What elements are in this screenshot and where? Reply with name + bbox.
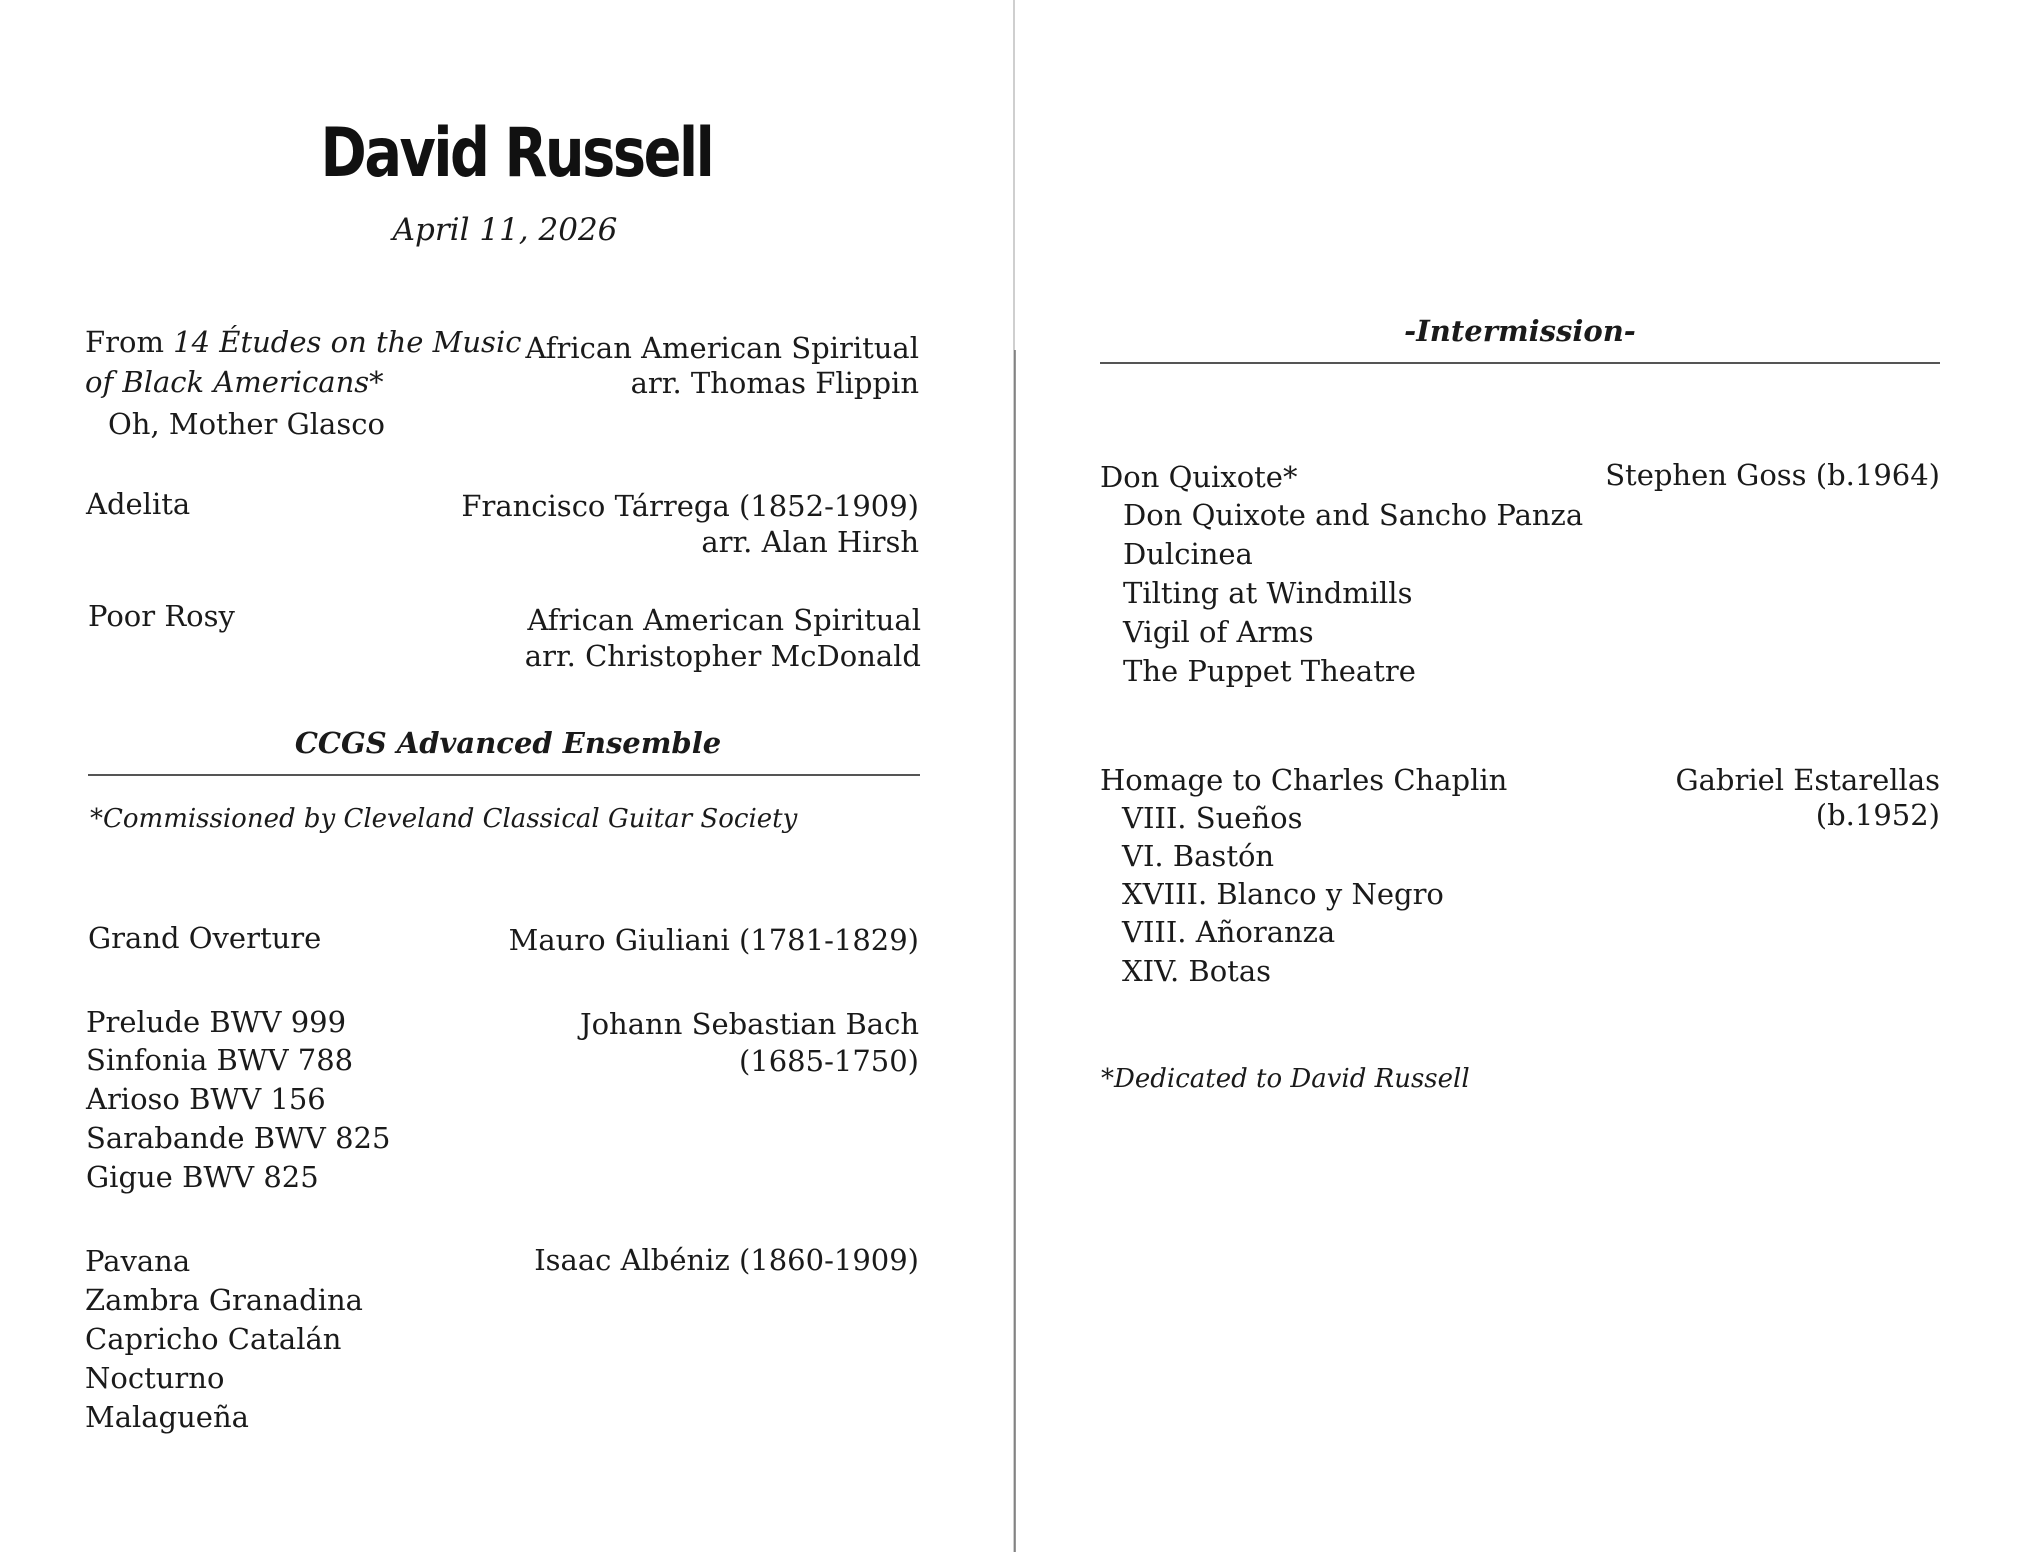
piece-arranger: arr. Christopher McDonald (524, 639, 921, 673)
composer-dates: (1685-1750) (738, 1044, 919, 1078)
piece-title-prefix: From (85, 325, 174, 359)
performer-name: David Russell (320, 114, 713, 193)
piece-composer: Francisco Tárrega (1852-1909) (461, 489, 919, 523)
piece-composer: Gabriel Estarellas (1675, 763, 1940, 797)
piece-movement: Tilting at Windmills (1123, 576, 1413, 610)
piece-movement: Dulcinea (1123, 537, 1253, 571)
piece-title: Pavana (85, 1244, 191, 1278)
commission-note: *Commissioned by Cleveland Classical Guitar Society (90, 804, 798, 834)
piece-composer: Johann Sebastian Bach (579, 1007, 919, 1041)
piece-movement: Oh, Mother Glasco (108, 407, 385, 441)
piece-title: Homage to Charles Chaplin (1100, 763, 1508, 797)
piece-movement: Don Quixote and Sancho Panza (1123, 498, 1584, 532)
piece-title: Malagueña (85, 1400, 249, 1434)
page-fold-shadow (1014, 350, 1016, 1552)
piece-movement: VIII. Sueños (1122, 801, 1303, 835)
piece-composer: Mauro Giuliani (1781-1829) (508, 923, 919, 957)
piece-movement: The Puppet Theatre (1123, 654, 1416, 688)
piece-title-continued: of Black Americans* (85, 365, 384, 399)
piece-movement: Vigil of Arms (1123, 615, 1314, 649)
piece-title: Sarabande BWV 825 (86, 1121, 391, 1155)
piece-title: Capricho Catalán (85, 1322, 342, 1356)
piece-composer: Stephen Goss (b.1964) (1605, 458, 1940, 492)
concert-date: April 11, 2026 (392, 212, 618, 248)
piece-movement: VIII. Añoranza (1122, 915, 1336, 949)
piece-composer: African American Spiritual (525, 331, 919, 365)
piece-title: Don Quixote* (1100, 460, 1298, 494)
piece-title: Zambra Granadina (85, 1283, 363, 1317)
piece-title: Adelita (86, 487, 191, 521)
piece-title: Sinfonia BWV 788 (86, 1043, 354, 1077)
piece-title: Prelude BWV 999 (86, 1005, 347, 1039)
piece-title: Arioso BWV 156 (86, 1082, 326, 1116)
piece-title: Grand Overture (88, 921, 322, 955)
section-divider (88, 774, 920, 776)
ensemble-heading: CCGS Advanced Ensemble (294, 726, 722, 760)
piece-arranger: arr. Thomas Flippin (630, 366, 919, 400)
composer-dates: (b.1952) (1815, 798, 1940, 832)
dedication-note: *Dedicated to David Russell (1101, 1064, 1470, 1094)
piece-arranger: arr. Alan Hirsh (701, 525, 919, 559)
piece-movement: VI. Bastón (1122, 839, 1275, 873)
piece-composer: African American Spiritual (527, 603, 921, 637)
piece-title (85, 325, 522, 359)
piece-composer: Isaac Albéniz (1860-1909) (534, 1243, 919, 1277)
section-divider (1100, 362, 1940, 364)
intermission-heading: -Intermission- (1404, 314, 1636, 348)
piece-title-italic: 14 Études on the Music (173, 325, 522, 359)
piece-title: Poor Rosy (88, 599, 235, 633)
piece-movement: XIV. Botas (1122, 954, 1272, 988)
piece-title: Gigue BWV 825 (86, 1160, 319, 1194)
piece-movement: XVIII. Blanco y Negro (1122, 877, 1444, 911)
piece-title: Nocturno (85, 1361, 225, 1395)
